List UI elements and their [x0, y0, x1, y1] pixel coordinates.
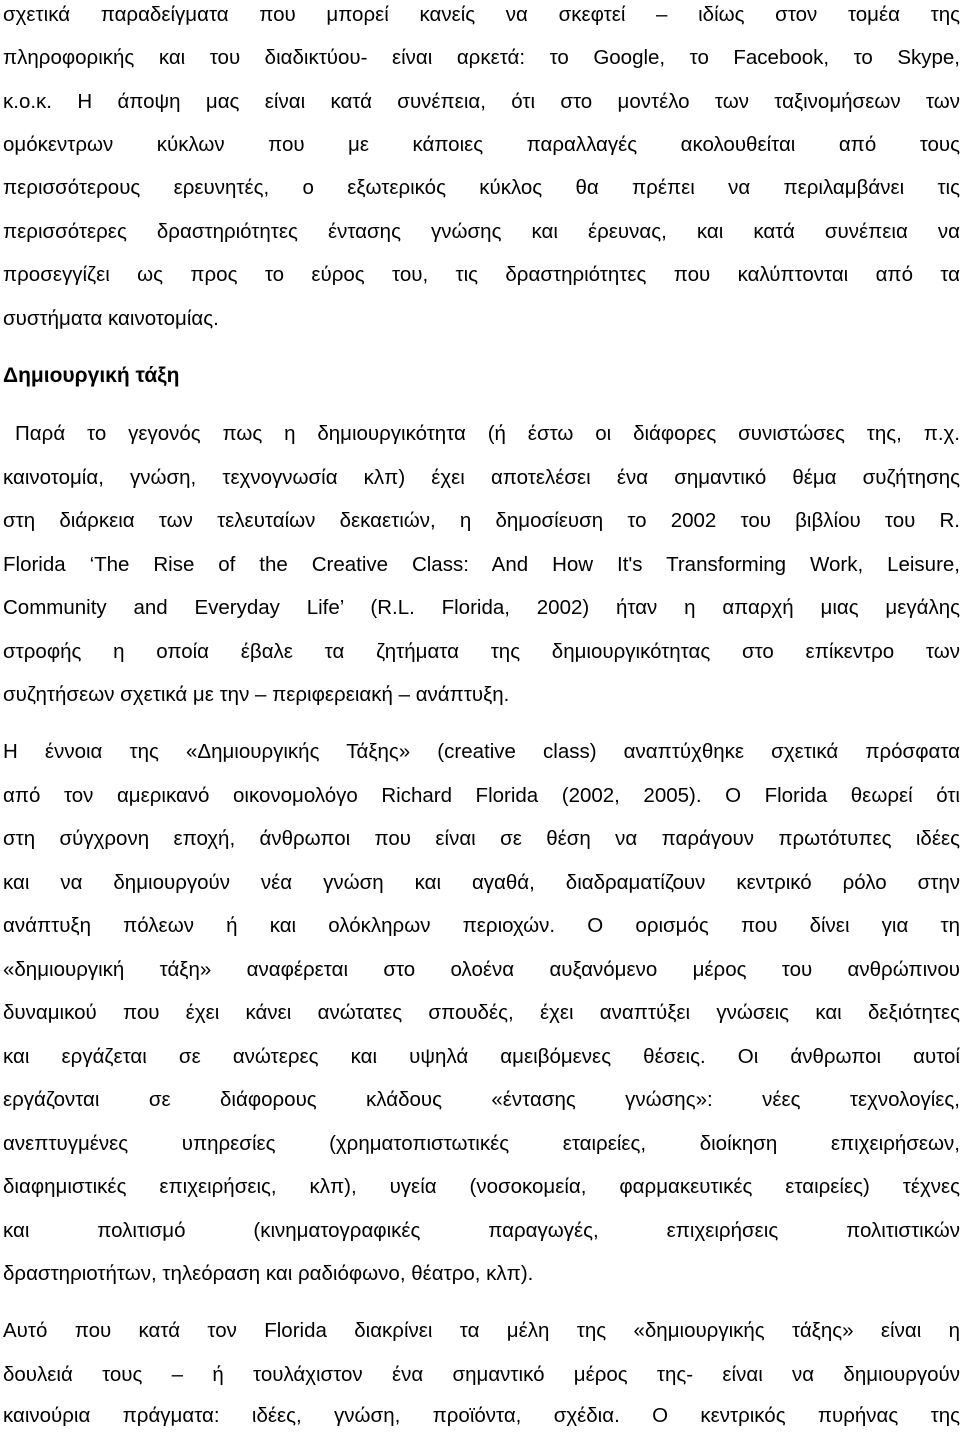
- paragraph-line: και να δημιουργούν νέα γνώση και αγαθά, διαδραματίζουν κεντρικό ρόλο στην: [3, 871, 960, 894]
- paragraph-line: στη σύγχρονη εποχή, άνθρωποι που είναι σε θέση να παράγουν πρωτότυπες ιδέες: [3, 827, 960, 850]
- paragraph-line: Η έννοια της «Δημιουργικής Τάξης» (creative class) αναπτύχθηκε σχετικά πρόσφατα: [3, 740, 960, 763]
- paragraph-line: Αυτό που κατά τον Florida διακρίνει τα μέλη της «δημιουργικής τάξης» είναι η: [3, 1319, 960, 1342]
- paragraph-line: συστήματα καινοτομίας.: [3, 307, 219, 330]
- paragraph-line: Florida ‘The Rise of the Creative Class: And How It's Transforming Work, Leisure,: [3, 553, 960, 576]
- paragraph-line: εργάζονται σε διάφορους κλάδους «έντασης γνώσης»: νέες τεχνολογίες,: [3, 1088, 960, 1111]
- paragraph-line: στη διάρκεια των τελευταίων δεκαετιών, η δημοσίευση το 2002 του βιβλίου του R.: [3, 509, 960, 532]
- paragraph-line: Παρά το γεγονός πως η δημιουργικότητα (ή έστω οι διάφορες συνιστώσες της, π.χ.: [15, 422, 960, 445]
- paragraph-line: προσεγγίζει ως προς το εύρος του, τις δραστηριότητες που καλύπτονται από τα: [3, 263, 960, 286]
- paragraph-line: από τον αμερικανό οικονομολόγο Richard Florida (2002, 2005). Ο Florida θεωρεί ότι: [3, 784, 960, 807]
- section-heading: Δημιουργική τάξη: [3, 364, 180, 387]
- paragraph-line: περισσότερες δραστηριότητες έντασης γνώσης και έρευνας, και κατά συνέπεια να: [3, 220, 960, 243]
- paragraph-line: ομόκεντρων κύκλων που με κάποιες παραλλαγές ακολουθείται από τους: [3, 133, 960, 156]
- paragraph-line: «δημιουργική τάξη» αναφέρεται στο ολοένα αυξανόμενο μέρος του ανθρώπινου: [3, 958, 960, 981]
- paragraph-line: κ.ο.κ. Η άποψη μας είναι κατά συνέπεια, ότι στο μοντέλο των ταξινομήσεων των: [3, 90, 960, 113]
- paragraph-line: σχετικά παραδείγματα που μπορεί κανείς να σκεφτεί – ιδίως στον τομέα της: [3, 3, 960, 26]
- paragraph-line: δουλειά τους – ή τουλάχιστον ένα σημαντικό μέρος της- είναι να δημιουργούν: [3, 1363, 960, 1386]
- paragraph-line: δυναμικού που έχει κάνει ανώτατες σπουδές, έχει αναπτύξει γνώσεις και δεξιότητες: [3, 1001, 960, 1024]
- paragraph-line: συζητήσεων σχετικά με την – περιφερειακή – ανάπτυξη.: [3, 683, 510, 706]
- paragraph-line: πληροφορικής και του διαδικτύου- είναι αρκετά: το Google, το Facebook, το Skype,: [3, 46, 960, 69]
- paragraph-line: ανάπτυξη πόλεων ή και ολόκληρων περιοχών. Ο ορισμός που δίνει για τη: [3, 914, 960, 937]
- paragraph-line: περισσότερους ερευνητές, ο εξωτερικός κύκλος θα πρέπει να περιλαμβάνει τις: [3, 176, 960, 199]
- paragraph-line: και πολιτισμό (κινηματογραφικές παραγωγές, επιχειρήσεις πολιτιστικών: [3, 1219, 960, 1242]
- paragraph-line: καινούρια πράγματα: ιδέες, γνώση, προϊόντα, σχέδια. Ο κεντρικός πυρήνας της: [3, 1404, 960, 1427]
- paragraph-line: και εργάζεται σε ανώτερες και υψηλά αμειβόμενες θέσεις. Οι άνθρωποι αυτοί: [3, 1045, 960, 1068]
- paragraph-line: Community and Everyday Life’ (R.L. Florida, 2002) ήταν η απαρχή μιας μεγάλης: [3, 596, 960, 619]
- paragraph-line: καινοτομία, γνώση, τεχνογνωσία κλπ) έχει αποτελέσει ένα σημαντικό θέμα συζήτησης: [3, 466, 960, 489]
- paragraph-line: διαφημιστικές επιχειρήσεις, κλπ), υγεία (νοσοκομεία, φαρμακευτικές εταιρείες) τέχνες: [3, 1175, 960, 1198]
- paragraph-line: δραστηριοτήτων, τηλεόραση και ραδιόφωνο, θέατρο, κλπ).: [3, 1262, 534, 1285]
- paragraph-line: στροφής η οποία έβαλε τα ζητήματα της δημιουργικότητας στο επίκεντρο των: [3, 640, 960, 663]
- paragraph-line: ανεπτυγμένες υπηρεσίες (χρηματοπιστωτικές εταιρείες, διοίκηση επιχειρήσεων,: [3, 1132, 960, 1155]
